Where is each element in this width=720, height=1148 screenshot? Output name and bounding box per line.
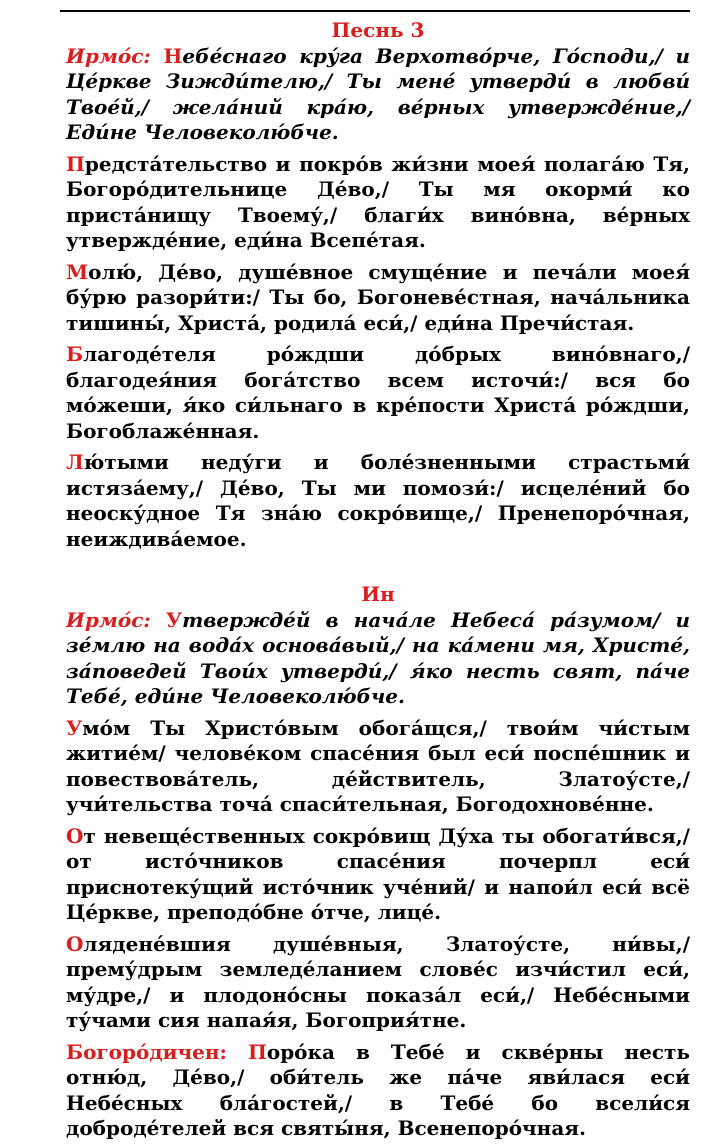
troparion-initial: О xyxy=(66,823,84,848)
troparion-initial: Б xyxy=(66,342,84,366)
in-heading: Ин xyxy=(361,582,395,606)
top-rule xyxy=(60,10,690,12)
troparion-text: редста́тельство и покро́в жи́зни моея́ полага́ю Тя, Богоро́дительнице Де́во,/ Ты мя окорми́ ко приста́нищу Твоему́,/ благи́х вино́вна, ве́рных утвержде́ние, еди́на Всепе́тая. xyxy=(66,151,690,252)
troparion xyxy=(66,932,690,1034)
theotokion xyxy=(66,1040,690,1142)
text-column xyxy=(66,18,690,1148)
troparion-initial: У xyxy=(66,715,83,740)
troparion xyxy=(66,450,690,552)
troparion-text: ляденéвшия душе́вныя, Златоу́сте, ни́вы,/ прему́дрым земледе́ланием слове́с изчи́стил еси́, му́дре,/ и плодоно́сны показа́л еси́,/ Небе́сными ту́чами сия напая́я, Богоприя́тне. xyxy=(66,931,690,1032)
troparion-initial: О xyxy=(66,931,84,956)
troparion-text: олю́, Де́во, душе́вное смуще́ние и печа́ли моея́ бу́рю разори́ти:/ Ты бо, Богоневе́стная, нача́льника тишины́, Христа́, родила́ еси́,/ еди́на Пречи́стая. xyxy=(66,259,690,335)
theotokion-initial: П xyxy=(247,1039,267,1064)
troparion-initial: М xyxy=(66,259,89,284)
troparion-text: лагоде́теля ро́ждши до́брых вино́внаго,/ благодея́ния бога́тство всем источи́:/ вся бо мо́жеши, я́ко си́льнаго в кре́пости Христа́ ро́ждши, Богоблаже́нная. xyxy=(66,342,690,443)
irmos-initial: Н xyxy=(163,43,183,68)
troparion xyxy=(66,342,690,444)
in-irmos xyxy=(66,608,690,710)
irmos-label: Ирмо́с: xyxy=(66,43,151,68)
irmos-initial: У xyxy=(165,607,183,632)
troparion-text: мо́м Ты Христо́вым обога́щся,/ твои́м чи́стым житие́м/ челове́ком спасе́ния был еси́ поспе́шник и повествова́тель, де́йствитель, Златоу́сте,/ учи́тельства точа́ спаси́тельная, Богодохнове́нне. xyxy=(66,715,690,816)
troparion-text: т невеще́ственных сокро́вищ Ду́ха ты обогати́вся,/ от исто́чников спасе́ния почерпл еси́ приснотеку́щий исто́чник уче́ний/ и напои́л еси́ всё Це́ркве, преподо́бне о́тче, лице́. xyxy=(66,823,690,924)
troparion xyxy=(66,716,690,818)
song3-irmos xyxy=(66,44,690,146)
irmos-label: Ирмо́с: xyxy=(66,607,151,632)
troparion-initial: Л xyxy=(66,450,84,474)
theotokion-text: оро́ка в Тебе́ и скве́рны несть отню́д, Де́во,/ оби́тель же па́че яви́лася еси́ Небе́сных бла́гостей,/ в Тебе́ бо всели́ся доброде́телей вся святы́ня, Всенепоро́чная. xyxy=(66,1039,690,1140)
troparion-text: ю́тыми неду́ги и боле́зненными страстьми́ истяза́ему,/ Де́во, Ты ми помози́:/ исцеле́ний бо неоску́дное Тя зна́ю сокро́вище,/ Пренепоро́чная, неиждива́емое. xyxy=(66,450,690,551)
song3-heading: Песнь 3 xyxy=(331,18,425,42)
theotokion-label: Богоро́дичен: xyxy=(66,1039,227,1064)
troparion xyxy=(66,260,690,337)
troparion-initial: П xyxy=(66,151,85,176)
irmos-text: тверждéй в нача́ле Небеса́ ра́зумом/ и зе́млю на вода́х основа́вый,/ на ка́мени мя, Христе́, за́поведей Твои́х утверди́,/ я́ко несть свят, па́че Тебе́, еди́не Человеколю́бче. xyxy=(66,607,690,708)
troparion xyxy=(66,152,690,254)
irmos-text: ебе́снаго кру́га Верхотво́рче, Го́споди,/ и Це́ркве Зижди́телю,/ Ты мене́ утверди́ в любви́ Твое́й,/ жела́ний кра́ю, ве́рных утвержде́ние,/ Еди́не Человеколю́бче. xyxy=(66,43,691,144)
troparion xyxy=(66,824,690,926)
